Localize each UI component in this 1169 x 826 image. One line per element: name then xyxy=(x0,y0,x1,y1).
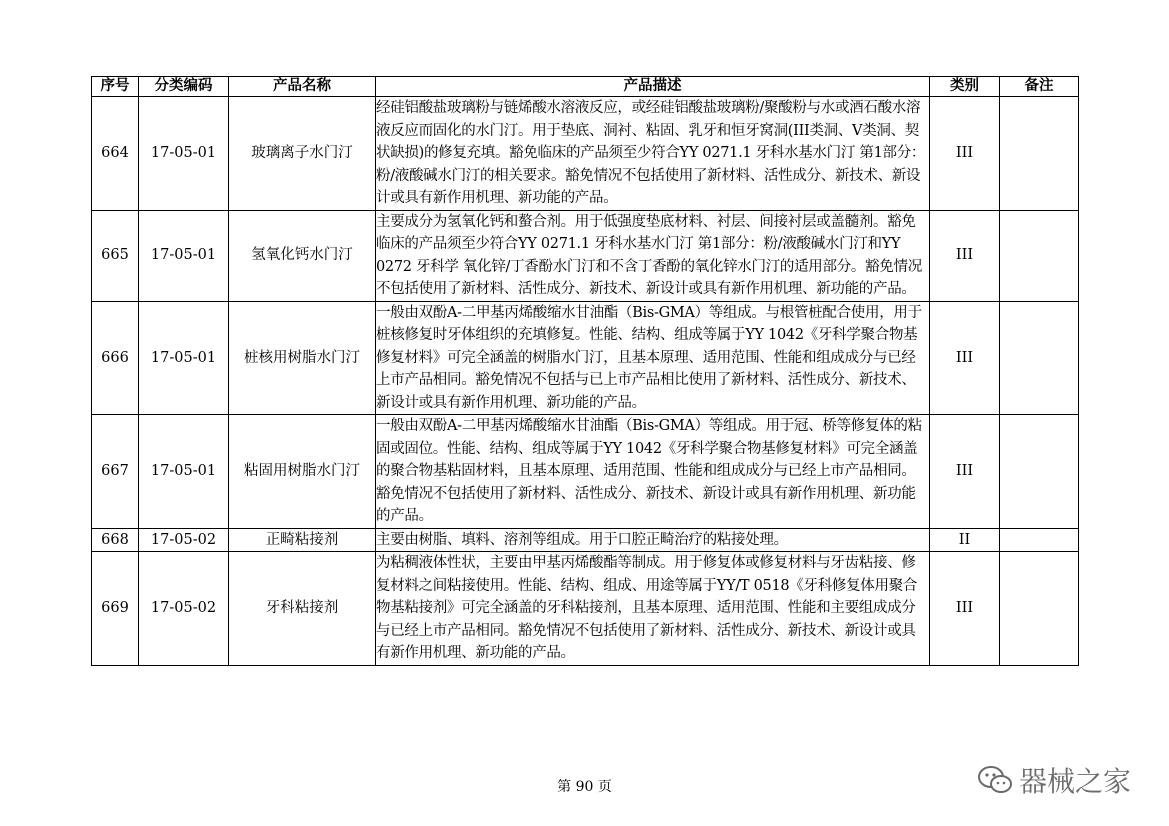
row-no: 668 xyxy=(92,528,139,552)
row-description: 一般由双酚A-二甲基丙烯酸缩水甘油酯（Bis-GMA）等组成。用于冠、桥等修复体的粘固或固位。性能、结构、组成等属于YY 1042《牙科学聚合物基修复材料》可完全涵盖的聚合物基粘固材料，且基本原理、适用范围、性能和组成成分与已经上市产品相同。豁免情况不包括使用了新材料、活性成分、新技术、新设计或具有新作用机理、新功能的产品。 xyxy=(376,415,930,529)
wechat-icon xyxy=(977,765,1013,795)
header-code: 分类编码 xyxy=(139,77,229,97)
row-code: 17-05-02 xyxy=(139,552,229,666)
watermark-text: 器械之家 xyxy=(1018,765,1131,798)
row-product-name: 正畸粘接剂 xyxy=(229,528,376,552)
row-category: II xyxy=(930,528,1000,552)
row-no: 665 xyxy=(92,210,139,301)
row-no: 667 xyxy=(92,415,139,529)
table-row xyxy=(92,210,1079,301)
row-product-name: 氢氧化钙水门汀 xyxy=(229,210,376,301)
row-description: 为粘稠液体性状，主要由甲基丙烯酸酯等制成。用于修复体或修复材料与牙齿粘接、修复材料之间粘接使用。性能、结构、组成、用途等属于YY/T 0518《牙科修复体用聚合物基粘接剂》可完全涵盖的牙科粘接剂，且基本原理、适用范围、性能和主要组成成分与已经上市产品相同。豁免情况不包括使用了新材料、活性成分、新技术、新设计或具有新作用机理、新功能的产品。 xyxy=(376,552,930,666)
row-code: 17-05-02 xyxy=(139,528,229,552)
header-description: 产品描述 xyxy=(376,77,930,97)
watermark xyxy=(977,760,1131,800)
row-description: 主要由树脂、填料、溶剂等组成。用于口腔正畸治疗的粘接处理。 xyxy=(376,528,930,552)
row-code: 17-05-01 xyxy=(139,97,229,211)
row-description: 经硅铝酸盐玻璃粉与链烯酸水溶液反应，或经硅铝酸盐玻璃粉/聚酸粉与水或酒石酸水溶液反应而固化的水门汀。用于垫底、洞衬、粘固、乳牙和恒牙窝洞(III类洞、V类洞、契状缺损)的修复充填。豁免临床的产品须至少符合YY 0271.1 牙科水基水门汀 第1部分：粉/液酸碱水门汀的相关要求。豁免情况不包括使用了新材料、活性成分、新技术、新设计或具有新作用机理、新功能的产品。 xyxy=(376,97,930,211)
row-category: III xyxy=(930,301,1000,415)
row-product-name: 粘固用树脂水门汀 xyxy=(229,415,376,529)
row-code: 17-05-01 xyxy=(139,415,229,529)
table-row xyxy=(92,301,1079,415)
table-row xyxy=(92,552,1079,666)
header-remark: 备注 xyxy=(1000,77,1079,97)
row-description: 一般由双酚A-二甲基丙烯酸缩水甘油酯（Bis-GMA）等组成。与根管桩配合使用，用于桩核修复时牙体组织的充填修复。性能、结构、组成等属于YY 1042《牙科学聚合物基修复材料》可完全涵盖的树脂水门汀，且基本原理、适用范围、性能和组成成分与已经上市产品相同。豁免情况不包括与已上市产品相比使用了新材料、活性成分、新技术、新设计或具有新作用机理、新功能的产品。 xyxy=(376,301,930,415)
catalog-table xyxy=(91,76,1079,666)
page-number: 第 90 页 xyxy=(557,779,612,795)
row-category: III xyxy=(930,210,1000,301)
row-product-name: 牙科粘接剂 xyxy=(229,552,376,666)
row-product-name: 桩核用树脂水门汀 xyxy=(229,301,376,415)
row-no: 666 xyxy=(92,301,139,415)
row-description: 主要成分为氢氧化钙和螯合剂。用于低强度垫底材料、衬层、间接衬层或盖髓剂。豁免临床的产品须至少符合YY 0271.1 牙科水基水门汀 第1部分：粉/液酸碱水门汀和YY 0272 牙科学 氧化锌/丁香酚水门汀和不含丁香酚的氧化锌水门汀的适用部分。豁免情况不包括使用了新材料、活性成分、新技术、新设计或具有新作用机理、新功能的产品。 xyxy=(376,210,930,301)
row-category: III xyxy=(930,415,1000,529)
row-no: 664 xyxy=(92,97,139,211)
table-row xyxy=(92,528,1079,552)
row-no: 669 xyxy=(92,552,139,666)
row-remark xyxy=(1000,97,1079,211)
row-product-name: 玻璃离子水门汀 xyxy=(229,97,376,211)
row-category: III xyxy=(930,97,1000,211)
table-row xyxy=(92,97,1079,211)
row-remark xyxy=(1000,301,1079,415)
row-code: 17-05-01 xyxy=(139,301,229,415)
row-remark xyxy=(1000,552,1079,666)
header-row xyxy=(92,77,1079,97)
row-remark xyxy=(1000,415,1079,529)
row-category: III xyxy=(930,552,1000,666)
row-remark xyxy=(1000,528,1079,552)
header-category: 类别 xyxy=(930,77,1000,97)
table-row xyxy=(92,415,1079,529)
row-code: 17-05-01 xyxy=(139,210,229,301)
row-remark xyxy=(1000,210,1079,301)
header-name: 产品名称 xyxy=(229,77,376,97)
header-no: 序号 xyxy=(92,77,139,97)
